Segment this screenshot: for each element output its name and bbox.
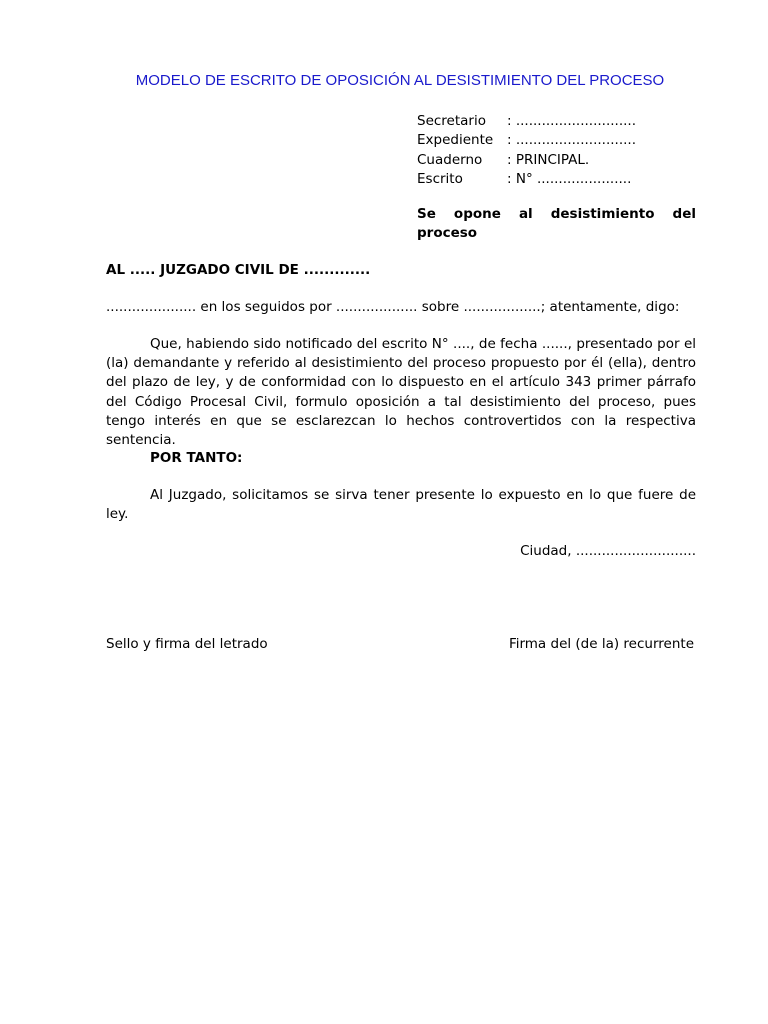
meta-value: : ............................ [507,113,636,129]
meta-value: : N° ...................... [507,170,632,187]
meta-row-escrito [417,170,636,189]
body-paragraph-1 [106,335,696,450]
court-addressee: AL ..... JUZGADO CIVIL DE ............. [106,262,371,278]
subject-line-1: Se opone al desistimiento del [417,206,696,222]
meta-value: : ............................ [507,132,636,149]
intro-line: ..................... en los seguidos por ................... sobre ..................; atentamente, digo: [106,299,680,315]
meta-row-expediente [417,131,636,150]
case-metadata [417,112,636,189]
meta-row-secretario [417,112,636,131]
por-tanto-heading: POR TANTO: [150,450,243,466]
meta-label: Secretario [417,113,486,129]
applicant-signature-label: Firma del (de la) recurrente [508,636,694,652]
city-date-line: Ciudad, ............................ [520,543,696,559]
meta-label: Expediente [417,132,494,149]
body-paragraph-1-text: Que, habiendo sido notificado del escrito N° ...., de fecha ......, presentado por el (la) demandante y referido al desistimiento del proceso propuesto por él (ella), dentro del plazo de ley, y de conformidad con lo dispuesto en el artículo 343 primer párrafo del Código Procesal Civil, formulo oposición a tal desistimiento del proceso, pues tengo interés en que se esclarezcan lo hechos controvertidos con la respectiva sentencia. [106,336,696,449]
meta-value: : PRINCIPAL. [507,151,590,168]
body-paragraph-2-text: Al Juzgado, solicitamos se sirva tener presente lo expuesto en lo que fuere de ley. [106,487,696,523]
body-paragraph-2 [106,486,696,524]
subject-summary [417,205,696,243]
subject-line-2: proceso [417,225,478,241]
document-title: MODELO DE ESCRITO DE OPOSICIÓN AL DESISTIMIENTO DEL PROCESO [135,72,665,89]
meta-label: Cuaderno [417,151,483,168]
meta-label: Escrito [417,170,463,187]
meta-row-cuaderno [417,151,636,170]
lawyer-signature-label: Sello y firma del letrado [106,636,268,652]
